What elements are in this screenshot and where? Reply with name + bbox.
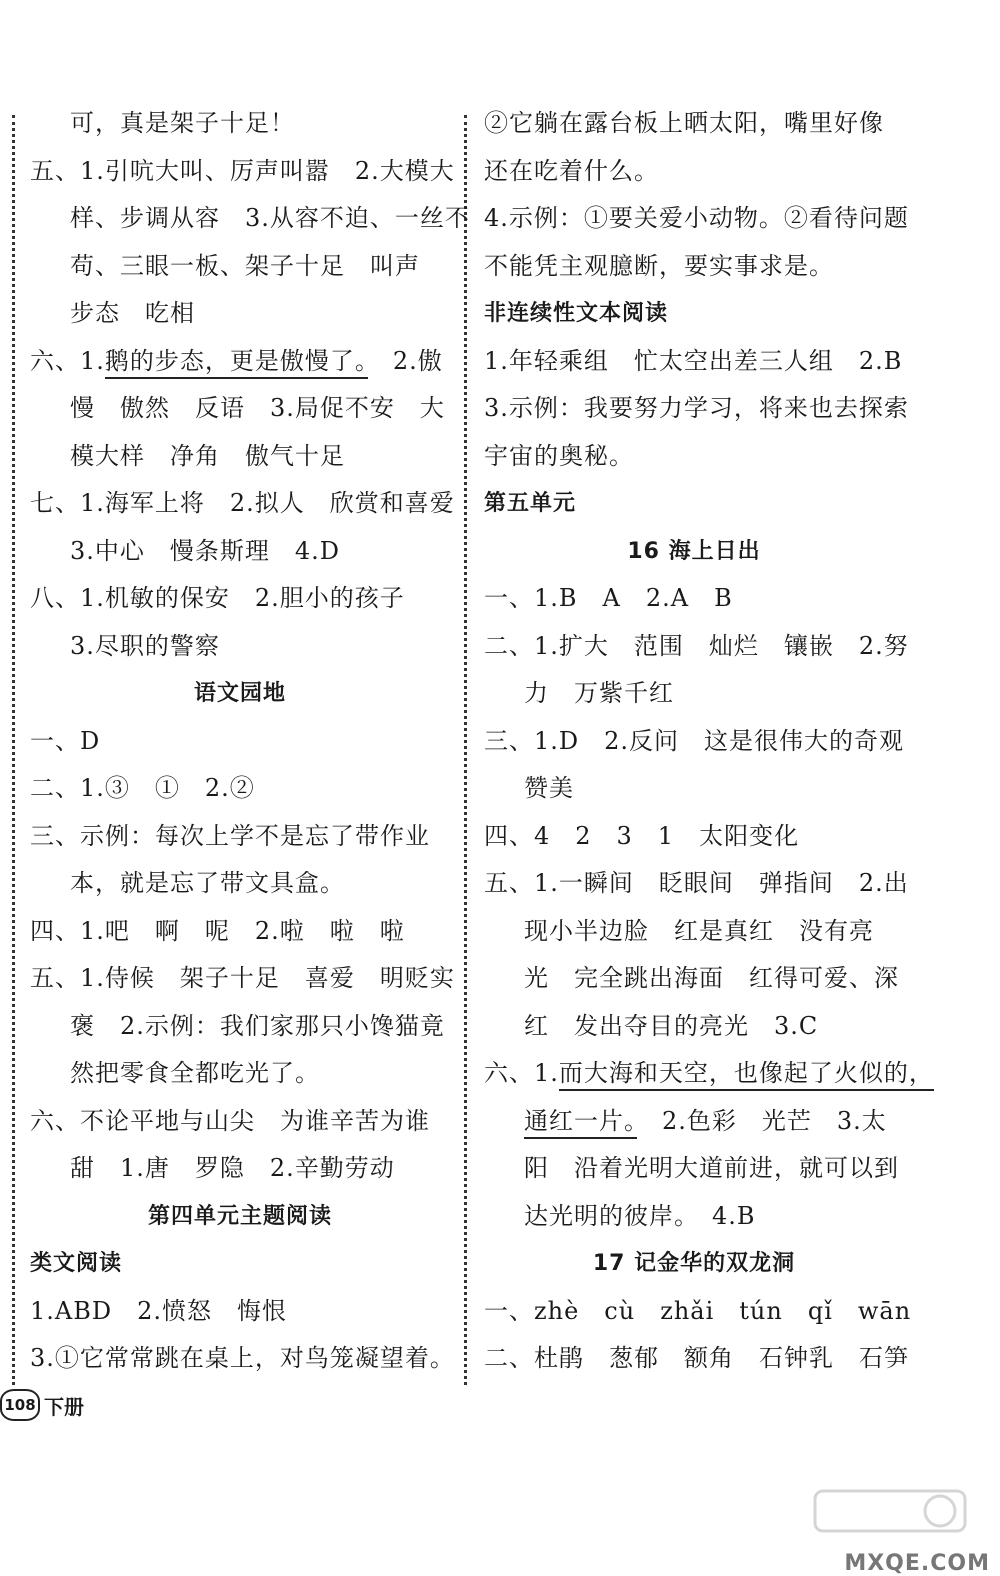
line-text: 3.中心 慢条斯理 4.D [70,536,341,565]
line-text: 步态 吃相 [70,299,195,327]
line-text: 样、步调从容 3.从容不迫、一丝不 [70,204,470,232]
line-text: 宇宙的奥秘。 [484,441,634,470]
watermark-logo [810,1486,970,1556]
line-text: 六、1. [484,1059,559,1087]
left-column [30,100,470,1383]
underlined-text: 而大海和天空，也像起了火似的， [559,1059,934,1091]
underlined-text: 鹅的步态，更是傲慢了。 [105,347,368,379]
answer-line [484,1098,904,1146]
answer-line [484,718,904,766]
line-text: 四、1.吧 啊 呢 2.啦 啦 啦 [30,916,405,945]
answer-line [30,1145,450,1193]
answer-line [484,1288,912,1336]
answer-line [30,480,455,528]
underlined-text: 通红一片。 [524,1107,637,1139]
answer-line [30,1288,450,1336]
answer-line [30,290,450,338]
line-text: 还在吃着什么。 [484,156,659,185]
answer-line [30,338,450,386]
answer-line [484,955,904,1003]
answer-line [484,433,904,481]
line-text: 模大样 净角 傲气十足 [70,441,345,470]
answer-line [484,623,909,671]
line-text: 五、1.引吭大叫、厉声叫嚣 2.大模大 [30,156,455,185]
line-text: 第四单元主题阅读 [147,1203,332,1229]
line-text: 17 记金华的双龙洞 [592,1251,796,1276]
line-text: 褒 2.示例：我们家那只小馋猫竟 [70,1011,445,1040]
line-text: 现小半边脸 红是真红 没有亮 [524,916,874,945]
line-text: 六、1. [30,346,105,375]
answer-line [30,1098,450,1146]
line-text: 七、1.海军上将 2.拟人 欣赏和喜爱 [30,489,455,517]
line-text: 红 发出夺目的亮光 3.C [524,1011,819,1040]
line-text: 八、1.机敏的保安 2.胆小的孩子 [30,584,405,612]
answer-line [30,813,450,861]
line-text: 光 完全跳出海面 红得可爱、深 [524,964,899,992]
line-text: 二、1.③ ① 2.② [30,774,255,802]
answer-line [30,623,450,671]
answer-line [484,670,904,718]
answer-line [30,243,450,291]
line-text: 16 海上日出 [627,538,761,564]
answer-line [30,718,450,766]
volume-label: 下册 [44,1394,84,1419]
answer-line [30,528,450,576]
watermark-text: MXQE.COM [844,1551,990,1576]
line-text: 甜 1.唐 罗隐 2.辛勤劳动 [70,1154,395,1182]
line-text: 3.①它常常跳在桌上，对鸟笼凝望着。 [30,1344,455,1372]
section-heading [30,1193,450,1241]
answer-line [30,148,455,196]
section-heading [484,528,904,576]
answer-line [30,908,450,956]
page-footer [0,1385,84,1425]
answer-line [484,385,909,433]
answer-line [484,1193,904,1241]
section-heading [484,480,904,528]
line-text: 三、1.D 2.反问 这是很伟大的奇观 [484,726,905,755]
section-heading [30,1240,450,1288]
line-text: 四、4 2 3 1 太阳变化 [484,821,800,850]
line-text: 一、zhè cù zhǎi tún qǐ wān [484,1296,912,1325]
center-dotted-divider [464,115,467,1385]
answer-line [484,765,904,813]
line-text: 一、1.B A 2.A B [484,584,733,612]
line-text: 语文园地 [193,681,286,706]
answer-line [484,195,909,243]
line-text: 3.示例：我要努力学习，将来也去探索 [484,394,909,422]
section-heading [484,290,904,338]
answer-line [30,1335,455,1383]
line-text: 可，真是架子十足！ [70,109,295,137]
line-text: 五、1.侍候 架子十足 喜爱 明贬实 [30,964,455,992]
line-text: 慢 傲然 反语 3.局促不安 大 [70,394,445,422]
line-text: 三、示例：每次上学不是忘了带作业 [30,821,430,850]
answer-line [30,955,455,1003]
line-text: 五、1.一瞬间 眨眼间 弹指间 2.出 [484,869,909,897]
right-column [484,100,934,1383]
line-text: 1.年轻乘组 忙太空出差三人组 2.B [484,346,903,375]
answer-line [484,1145,904,1193]
section-heading [30,670,450,718]
line-text: 然把零食全都吃光了。 [70,1059,320,1087]
answer-line [484,100,904,148]
answer-line [484,813,904,861]
answer-line [484,338,904,386]
line-text: 一、D [30,726,101,755]
answer-line [30,765,450,813]
answer-line [484,243,904,291]
line-text: 本，就是忘了带文具盒。 [70,869,345,897]
page-number-badge: 108 [0,1389,40,1421]
line-text: 苟、三眼一板、架子十足 叫声 [70,251,420,280]
section-heading [484,1240,904,1288]
line-text: 二、杜鹃 葱郁 额角 石钟乳 石笋 [484,1344,909,1372]
line-text: 3.尽职的警察 [70,631,220,660]
line-text: ②它躺在露台板上晒太阳，嘴里好像 [484,109,884,137]
answer-line [30,385,450,433]
left-dotted-divider [12,115,15,1385]
line-text: 力 万紫千红 [524,679,674,707]
line-text: 阳 沿着光明大道前进，就可以到 [524,1154,899,1182]
answer-line [30,575,450,623]
line-text-after: 2.傲 [367,346,443,375]
answer-line [484,1003,904,1051]
answer-line [484,148,904,196]
answer-line [484,575,904,623]
line-text: 第五单元 [484,491,577,516]
line-text-after: 2.色彩 光芒 3.太 [637,1106,887,1135]
answer-line [30,1003,450,1051]
line-text: 达光明的彼岸。 4.B [524,1201,756,1230]
answer-line [30,860,450,908]
line-text: 4.示例：①要关爱小动物。②看待问题 [484,204,909,232]
line-text: 二、1.扩大 范围 灿烂 镶嵌 2.努 [484,631,909,660]
answer-line [484,860,909,908]
line-text: 不能凭主观臆断，要实事求是。 [484,251,834,280]
line-text: 赞美 [524,774,574,802]
answer-line [484,908,904,956]
answer-line [484,1050,934,1098]
line-text: 非连续性文本阅读 [484,301,669,326]
answer-line [484,1335,909,1383]
answer-line [30,195,470,243]
answer-line [30,1050,450,1098]
line-text: 六、不论平地与山尖 为谁辛苦为谁 [30,1106,430,1135]
answer-line [30,433,450,481]
line-text: 1.ABD 2.愤怒 悔恨 [30,1296,288,1325]
line-text: 类文阅读 [30,1251,123,1276]
answer-line [30,100,450,148]
